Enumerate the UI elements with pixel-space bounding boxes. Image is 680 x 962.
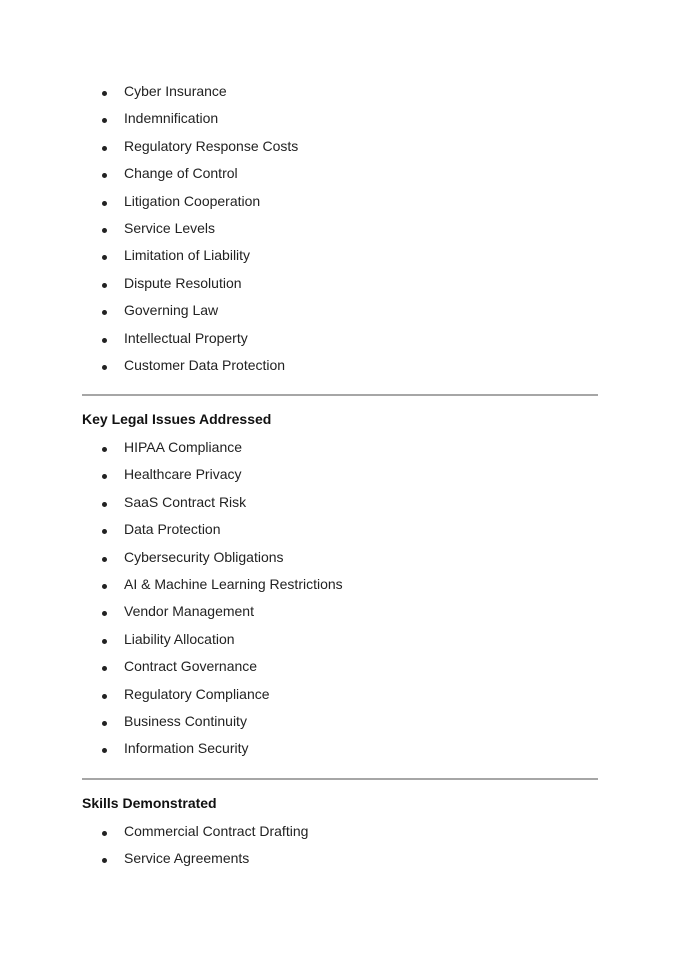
list-item: [0, 684, 680, 711]
list-item-text: AI & Machine Learning Restrictions: [124, 576, 343, 592]
list-item: [0, 821, 680, 848]
list-item-text: Information Security: [124, 740, 249, 757]
section-divider: [82, 394, 598, 396]
list-item-text: Service Agreements: [124, 850, 250, 867]
list-item: [0, 355, 680, 382]
list-item: [0, 437, 680, 464]
list-item-text: Commercial Contract Drafting: [124, 823, 309, 839]
bullet-dot-icon: [102, 118, 107, 123]
bullet-dot-icon: [102, 831, 107, 836]
bullet-dot-icon: [102, 748, 107, 753]
list-item: [0, 574, 680, 601]
bullet-dot-icon: [102, 338, 107, 343]
list-item-text: Change of Control: [124, 165, 238, 182]
bullet-dot-icon: [102, 255, 107, 260]
bullet-dot-icon: [102, 721, 107, 726]
list-item: [0, 191, 680, 218]
list-item: [0, 328, 680, 355]
bullet-dot-icon: [102, 201, 107, 206]
bullet-dot-icon: [102, 694, 107, 699]
list-item: [0, 108, 680, 135]
bullet-dot-icon: [102, 310, 107, 315]
list-item: [0, 711, 680, 738]
section-divider: [82, 778, 598, 780]
list-item: [0, 738, 680, 765]
list-item-text: Business Continuity: [124, 713, 247, 729]
list-item-text: Customer Data Protection: [124, 357, 286, 373]
list-item: [0, 81, 680, 108]
list-item-text: Service Levels: [124, 220, 216, 236]
bullet-dot-icon: [102, 557, 107, 562]
bullet-dot-icon: [102, 146, 107, 151]
list-item-text: Cyber Insurance: [124, 83, 227, 99]
list-item-text: Dispute Resolution: [124, 274, 242, 291]
bullet-dot-icon: [102, 365, 107, 370]
list-item-text: Contract Governance: [124, 658, 258, 675]
list-item-text: Regulatory Compliance: [124, 685, 270, 702]
list-item-text: Healthcare Privacy: [124, 466, 242, 483]
bullet-dot-icon: [102, 228, 107, 233]
list-item: [0, 519, 680, 546]
list-item-text: Cybersecurity Obligations: [124, 548, 284, 565]
list-item: [0, 601, 680, 628]
bullet-dot-icon: [102, 639, 107, 644]
list-item: [0, 273, 680, 300]
list-item: [0, 136, 680, 163]
bullet-dot-icon: [102, 502, 107, 507]
list-item-text: SaaS Contract Risk: [124, 493, 247, 510]
list-item-text: Limitation of Liability: [124, 247, 251, 264]
list-item: [0, 848, 680, 875]
list-item: [0, 245, 680, 272]
bullet-dot-icon: [102, 858, 107, 863]
list-item: [0, 163, 680, 190]
list-item: [0, 218, 680, 245]
list-item: [0, 300, 680, 327]
list-item-text: Governing Law: [124, 302, 219, 319]
bullet-dot-icon: [102, 283, 107, 288]
list-item: [0, 656, 680, 683]
list-item-text: Indemnification: [124, 110, 219, 127]
list-item: [0, 492, 680, 519]
bullet-dot-icon: [102, 173, 107, 178]
bullet-dot-icon: [102, 474, 107, 479]
bullet-dot-icon: [102, 447, 107, 452]
list-item-text: Litigation Cooperation: [124, 192, 261, 209]
bullet-dot-icon: [102, 611, 107, 616]
list-item-text: Intellectual Property: [124, 329, 248, 346]
bullet-dot-icon: [102, 584, 107, 589]
list-item-text: Vendor Management: [124, 603, 254, 620]
bullet-dot-icon: [102, 91, 107, 96]
list-item: [0, 629, 680, 656]
section-heading-key-legal-issues: Key Legal Issues Addressed: [82, 411, 272, 427]
bullet-dot-icon: [102, 666, 107, 671]
list-item-text: Regulatory Response Costs: [124, 137, 299, 154]
list-item-text: Liability Allocation: [124, 630, 235, 647]
list-item: [0, 547, 680, 574]
list-item: [0, 464, 680, 491]
list-item-text: HIPAA Compliance: [124, 439, 243, 455]
bullet-dot-icon: [102, 529, 107, 534]
section-heading-skills-demonstrated: Skills Demonstrated: [82, 795, 217, 811]
list-item-text: Data Protection: [124, 521, 221, 538]
